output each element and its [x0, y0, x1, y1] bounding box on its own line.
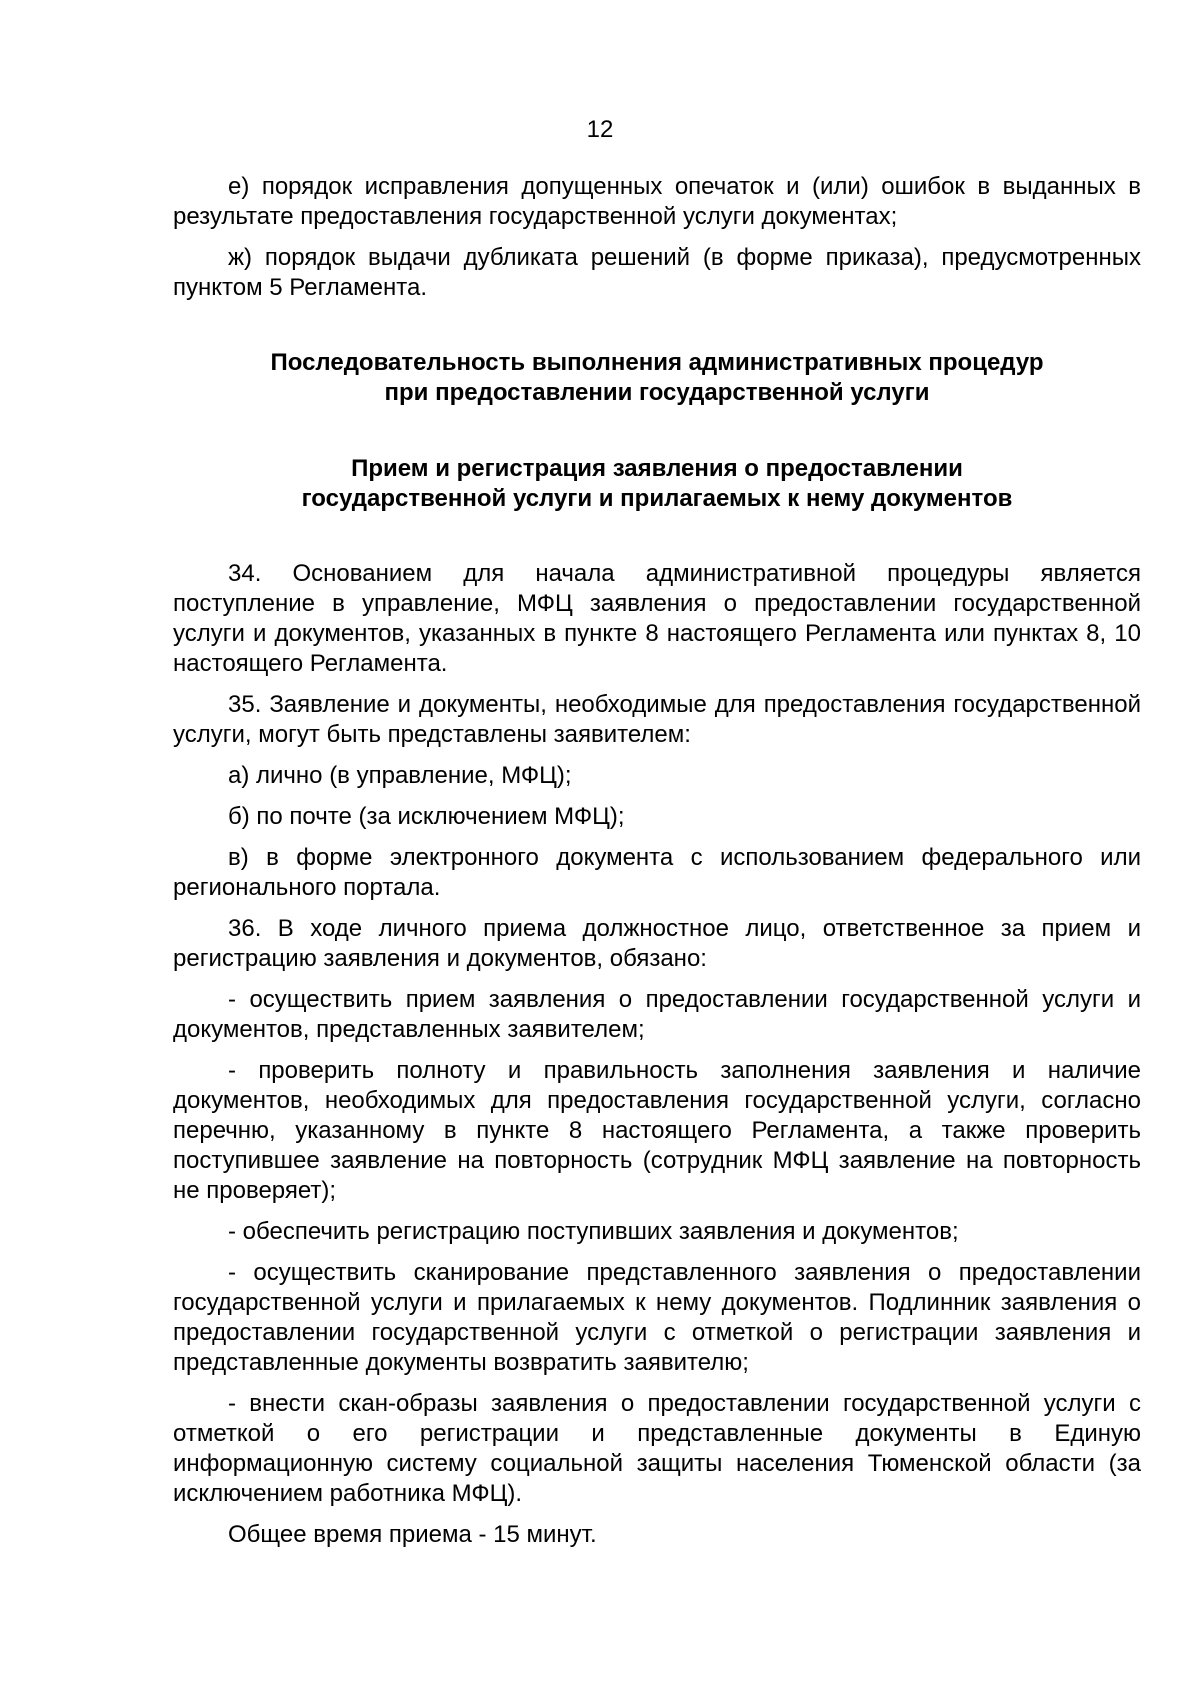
list-item-a: а) лично (в управление, МФЦ); — [228, 762, 572, 789]
list-item-v: в) в форме электронного документа с использованием федерального или регионального портала. — [173, 844, 1141, 901]
dash-item-scan: - осуществить сканирование представленного заявления о предоставлении государственной услуги и прилагаемых к нему документов. Подлинник заявления о предоставлении государственной услуги с отметкой о регистрации заявления и представленные документы возвратить заявителю; — [173, 1259, 1141, 1376]
subsection-heading-line-1: Прием и регистрация заявления о предоставлении — [351, 455, 963, 482]
section-heading-line-1: Последовательность выполнения административных процедур — [270, 349, 1044, 376]
section-heading — [173, 348, 1141, 408]
list-item-b: б) по почте (за исключением МФЦ); — [228, 803, 625, 830]
subsection-heading — [173, 454, 1141, 514]
dash-item-upload: - внести скан-образы заявления о предоставлении государственной услуги с отметкой о его регистрации и представленные документы в Единую информационную систему социальной защиты населения Тюменской области (за исключением работника МФЦ). — [173, 1390, 1141, 1507]
total-time-note: Общее время приема - 15 минут. — [228, 1521, 597, 1548]
subsection-heading-line-2: государственной услуги и прилагаемых к нему документов — [301, 485, 1013, 512]
dash-item-accept: - осуществить прием заявления о предоставлении государственной услуги и документов, представленных заявителем; — [173, 986, 1141, 1043]
page-number: 12 — [586, 116, 614, 143]
dash-item-register: - обеспечить регистрацию поступивших заявления и документов; — [228, 1218, 959, 1245]
document-body — [173, 172, 1141, 1561]
paragraph-34: 34. Основанием для начала административной процедуры является поступление в управление, МФЦ заявления о предоставлении государственной услуги и документов, указанных в пункте 8 настоящего Регламента или пунктах 8, 10 настоящего Регламента. — [173, 560, 1141, 677]
intro-paragraph-zh: ж) порядок выдачи дубликата решений (в форме приказа), предусмотренных пунктом 5 Регламента. — [173, 244, 1141, 301]
dash-item-check: - проверить полноту и правильность заполнения заявления и наличие документов, необходимых для предоставления государственной услуги, согласно перечню, указанному в пункте 8 настоящего Регламента, а также проверить поступившее заявление на повторность (сотрудник МФЦ заявление на повторность не проверяет); — [173, 1057, 1141, 1204]
paragraph-36: 36. В ходе личного приема должностное лицо, ответственное за прием и регистрацию заявления и документов, обязано: — [173, 915, 1141, 972]
section-heading-line-2: при предоставлении государственной услуги — [384, 379, 930, 406]
intro-paragraph-e: е) порядок исправления допущенных опечаток и (или) ошибок в выданных в результате предоставления государственной услуги документах; — [173, 173, 1141, 230]
paragraph-35: 35. Заявление и документы, необходимые для предоставления государственной услуги, могут быть представлены заявителем: — [173, 691, 1141, 748]
